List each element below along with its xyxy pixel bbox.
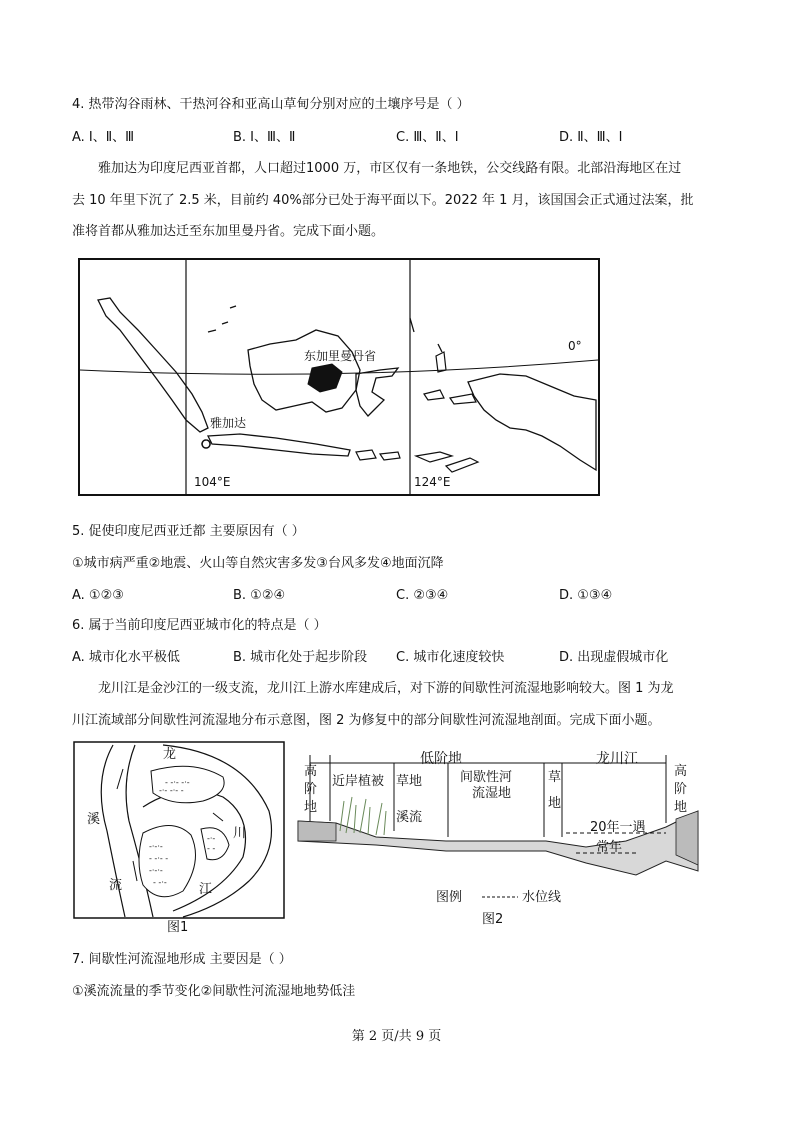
fig1-char-long: 龙 (163, 747, 177, 762)
svg-text:- -·-: - -·- (153, 878, 167, 887)
island-lombok (380, 452, 400, 460)
islet-2 (222, 322, 228, 324)
java-island (208, 434, 350, 456)
q4-option-a: A. Ⅰ、Ⅱ、Ⅲ (72, 130, 135, 145)
fig2-label-stream: 溪流 (396, 810, 423, 825)
island-flores (416, 452, 452, 462)
svg-text:-·-·-: -·-·- (149, 842, 163, 851)
figure-1 (73, 741, 285, 933)
passage1-line-2: 去 10 年里下沉了 2.5 米，目前约 40%部分已处于海平面以下。2022 年 1 月，该国国会正式通过法案，批 (72, 193, 694, 208)
q7-stem: 7. 间歇性河流湿地形成 主要因是（ ） (72, 952, 292, 967)
q6-stem: 6. 属于当前印度尼西亚城市化的特点是（ ） (72, 618, 327, 633)
fig2-legend-item: 水位线 (522, 890, 562, 905)
fig2-label-high-left: 高阶地 (304, 764, 318, 815)
figure-2 (296, 741, 706, 933)
fig2-label-high-right: 高阶地 (674, 764, 688, 815)
q5-option-c: C. ②③④ (396, 588, 449, 603)
fig2-label-grassland-2: 草地 (548, 770, 562, 811)
fig1-caption: 图1 (167, 920, 189, 933)
fig1-char-liu: 流 (109, 878, 123, 893)
islet-1 (208, 330, 216, 332)
passage2-line-2: 川江流域部分间歇性河流湿地分布示意图，图 2 为修复中的部分间歇性河流湿地剖面。完成下面小题。 (72, 713, 661, 728)
passage1-line-1: 雅加达为印度尼西亚首都，人口超过1000 万，市区仅有一条地铁，公交线路有限。北部沿海地区在过 (98, 161, 682, 176)
q5-option-a: A. ①②③ (72, 588, 124, 603)
label-lon-104: 104°E (194, 475, 231, 489)
q4-option-c: C. Ⅲ、Ⅱ、Ⅰ (396, 130, 459, 145)
page-footer: 第 2 页/共 9 页 (351, 1029, 442, 1044)
svg-text:-·-: -·- (207, 834, 216, 843)
label-jakarta: 雅加达 (210, 416, 247, 430)
svg-text:-·-·-: -·-·- (149, 866, 163, 875)
label-equator: 0° (568, 339, 582, 353)
terrain-high-right (676, 811, 698, 865)
fig2-label-grassland-1: 草地 (396, 774, 423, 789)
islet-3 (230, 306, 236, 308)
q7-statements: ①溪流流量的季节变化②间歇性河流湿地地势低洼 (72, 984, 356, 999)
fig2-legend-title: 图例 (436, 890, 463, 905)
fig1-char-chuan: 川 (233, 826, 247, 841)
fig2-label-wetland: 间歇性河流湿地 (460, 770, 513, 801)
fig2-label-normal: 常年 (596, 840, 623, 855)
q5-stem: 5. 促使印度尼西亚迁都 主要原因有（ ） (72, 524, 305, 539)
q5-option-d: D. ①③④ (559, 588, 613, 603)
svg-text:- -: - - (207, 844, 216, 853)
q6-option-a: A. 城市化水平极低 (72, 650, 180, 665)
fig2-caption: 图2 (482, 912, 504, 927)
q5-option-b: B. ①②④ (233, 588, 286, 603)
island-bali (356, 450, 376, 460)
q4-option-b: B. Ⅰ、Ⅲ、Ⅱ (233, 130, 296, 145)
fig2-label-flood: 20年一遇 (590, 820, 646, 835)
passage1-line-3: 准将首都从雅加达迁至东加里曼丹省。完成下面小题。 (72, 224, 385, 239)
island-buru (424, 390, 444, 400)
q4-stem: 4. 热带沟谷雨林、干热河谷和亚高山草甸分别对应的土壤序号是（ ） (72, 97, 470, 112)
q6-option-b: B. 城市化处于起步阶段 (233, 650, 368, 665)
figure-1-svg (73, 741, 285, 933)
label-east-kalimantan: 东加里曼丹省 (304, 349, 377, 363)
fig2-label-vegetation: 近岸植被 (332, 774, 385, 789)
svg-text:-·- -·- -: -·- -·- - (159, 786, 184, 795)
island-halmahera (436, 352, 446, 372)
fig1-char-jiang: 江 (199, 882, 213, 897)
q6-option-d: D. 出现虚假城市化 (559, 650, 669, 665)
islet-5 (438, 344, 442, 352)
q6-option-c: C. 城市化速度较快 (396, 650, 505, 665)
fig2-label-river: 龙川江 (596, 751, 638, 767)
sulawesi-island (356, 368, 398, 416)
island-timor (446, 458, 478, 472)
borneo-island (248, 330, 360, 412)
terrain-high-left (298, 821, 336, 841)
q4-option-d: D. Ⅱ、Ⅲ、Ⅰ (559, 130, 623, 145)
label-lon-124: 124°E (414, 475, 451, 489)
fig1-char-xi: 溪 (87, 812, 101, 827)
jakarta-marker (202, 440, 210, 448)
q5-statements: ①城市病严重②地震、火山等自然灾害多发③台风多发④地面沉降 (72, 556, 444, 571)
sumatra-island (98, 298, 208, 432)
passage2-line-1: 龙川江是金沙江的一级支流，龙川江上游水库建成后，对下游的间歇性河流湿地影响较大。图 1 为龙 (98, 681, 674, 696)
east-kalimantan-region (308, 364, 342, 392)
svg-text:- -·- -·-: - -·- -·- (165, 778, 190, 787)
figure-2-svg (296, 741, 706, 933)
island-seram (450, 394, 476, 404)
fig2-label-low-terrace: 低阶地 (420, 751, 462, 767)
new-guinea-island (468, 374, 596, 470)
near-bank-vegetation (340, 797, 386, 835)
indonesia-map (78, 258, 600, 496)
indonesia-map-svg (80, 260, 598, 494)
svg-text:- -·- -: - -·- - (149, 854, 169, 863)
